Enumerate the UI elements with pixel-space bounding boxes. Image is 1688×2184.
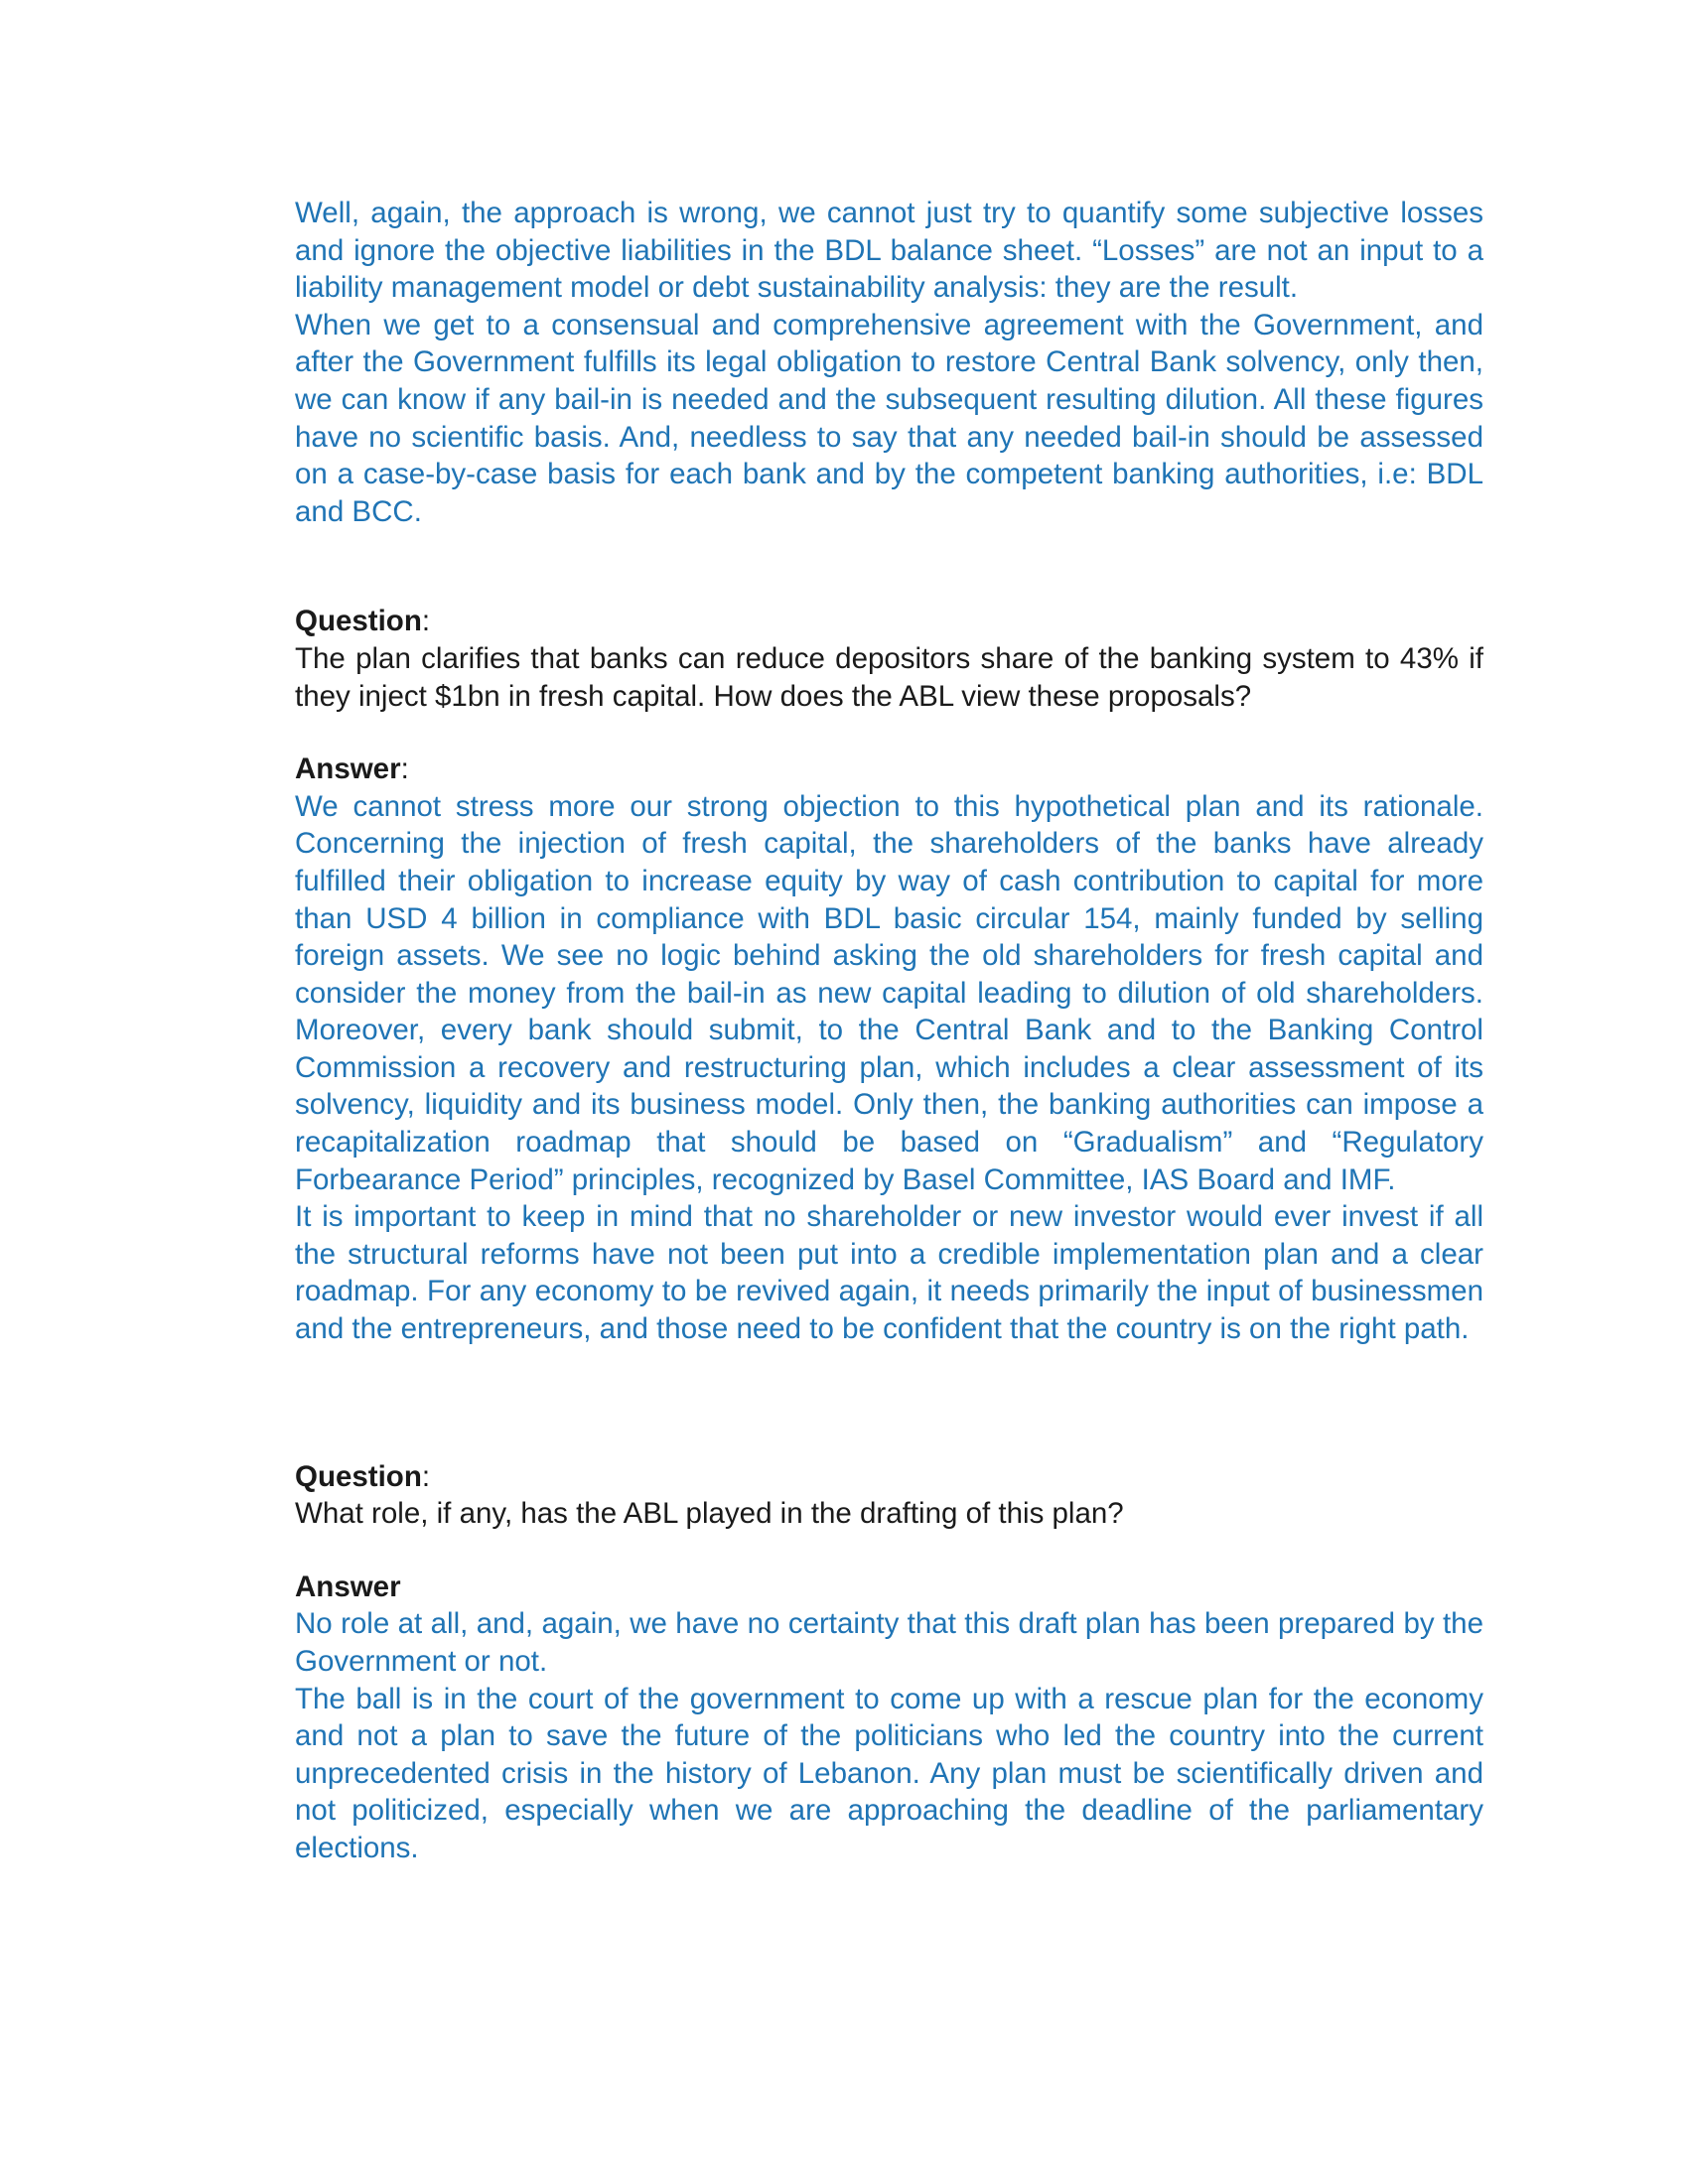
- answer-paragraph: Well, again, the approach is wrong, we cannot just try to quantify some subjective losses and ignore the objective liabilities in the BDL balance sheet. “Losses” are not an input to a liability management model or debt sustainability analysis: they are the result.: [295, 197, 1483, 305]
- question-label: Question: [295, 1459, 422, 1493]
- question-heading: [295, 603, 1483, 640]
- answer-label: Answer: [295, 1570, 401, 1603]
- answer-colon: :: [400, 752, 409, 786]
- answer-label: Answer: [295, 752, 401, 786]
- answer-heading: [295, 1569, 1483, 1606]
- question-text: The plan clarifies that banks can reduce depositors share of the banking system to 43% if they inject $1bn in fresh capital. How does the ABL view these proposals?: [295, 641, 1483, 713]
- question-label: Question: [295, 605, 422, 638]
- document-page: [295, 195, 1483, 1867]
- question-block: [295, 603, 1483, 715]
- answer-block: [295, 1569, 1483, 1867]
- answer-heading: [295, 751, 1483, 788]
- question-block: [295, 1458, 1483, 1533]
- answer-paragraph: No role at all, and, again, we have no certainty that this draft plan has been prepared by the Government or not.: [295, 1607, 1483, 1678]
- question-colon: :: [421, 1459, 431, 1493]
- answer-block: [295, 751, 1483, 1348]
- question-text: What role, if any, has the ABL played in the drafting of this plan?: [295, 1497, 1124, 1531]
- answer-paragraph: When we get to a consensual and comprehensive agreement with the Government, and after the Government fulfills its legal obligation to restore Central Bank solvency, only then, we can know if any bail-in is needed and the subsequent resulting dilution. All these figures have no scientific basis. And, needless to say that any needed bail-in should be assessed on a case-by-case basis for each bank and by the competent banking authorities, i.e: BDL and BCC.: [295, 308, 1483, 528]
- answer-paragraph: The ball is in the court of the government to come up with a rescue plan for the economy and not a plan to save the future of the politicians who led the country into the current unprecedented crisis in the history of Lebanon. Any plan must be scientifically driven and not politicized, especially when we are approaching the deadline of the parliamentary elections.: [295, 1682, 1483, 1864]
- answer-paragraph: We cannot stress more our strong objection to this hypothetical plan and its rationale. Concerning the injection of fresh capital, the shareholders of the banks have already fulfilled their obligation to increase equity by way of cash contribution to capital for more than USD 4 billion in compliance with BDL basic circular 154, mainly funded by selling foreign assets. We see no logic behind asking the old shareholders for fresh capital and consider the money from the bail-in as new capital leading to dilution of old shareholders. Moreover, every bank should submit, to the Central Bank and to the Banking Control Commission a recovery and restructuring plan, which includes a clear assessment of its solvency, liquidity and its business model. Only then, the banking authorities can impose a recapitalization roadmap that should be based on “Gradualism” and “Regulatory Forbearance Period” principles, recognized by Basel Committee, IAS Board and IMF.: [295, 789, 1483, 1196]
- question-colon: :: [421, 605, 431, 638]
- question-heading: [295, 1458, 1483, 1496]
- answer-continuation: [295, 195, 1483, 530]
- answer-paragraph: It is important to keep in mind that no shareholder or new investor would ever invest if all the structural reforms have not been put into a credible implementation plan and a clear roadmap. For any economy to be revived again, it needs primarily the input of businessmen and the entrepreneurs, and those need to be confident that the country is on the right path.: [295, 1200, 1483, 1346]
